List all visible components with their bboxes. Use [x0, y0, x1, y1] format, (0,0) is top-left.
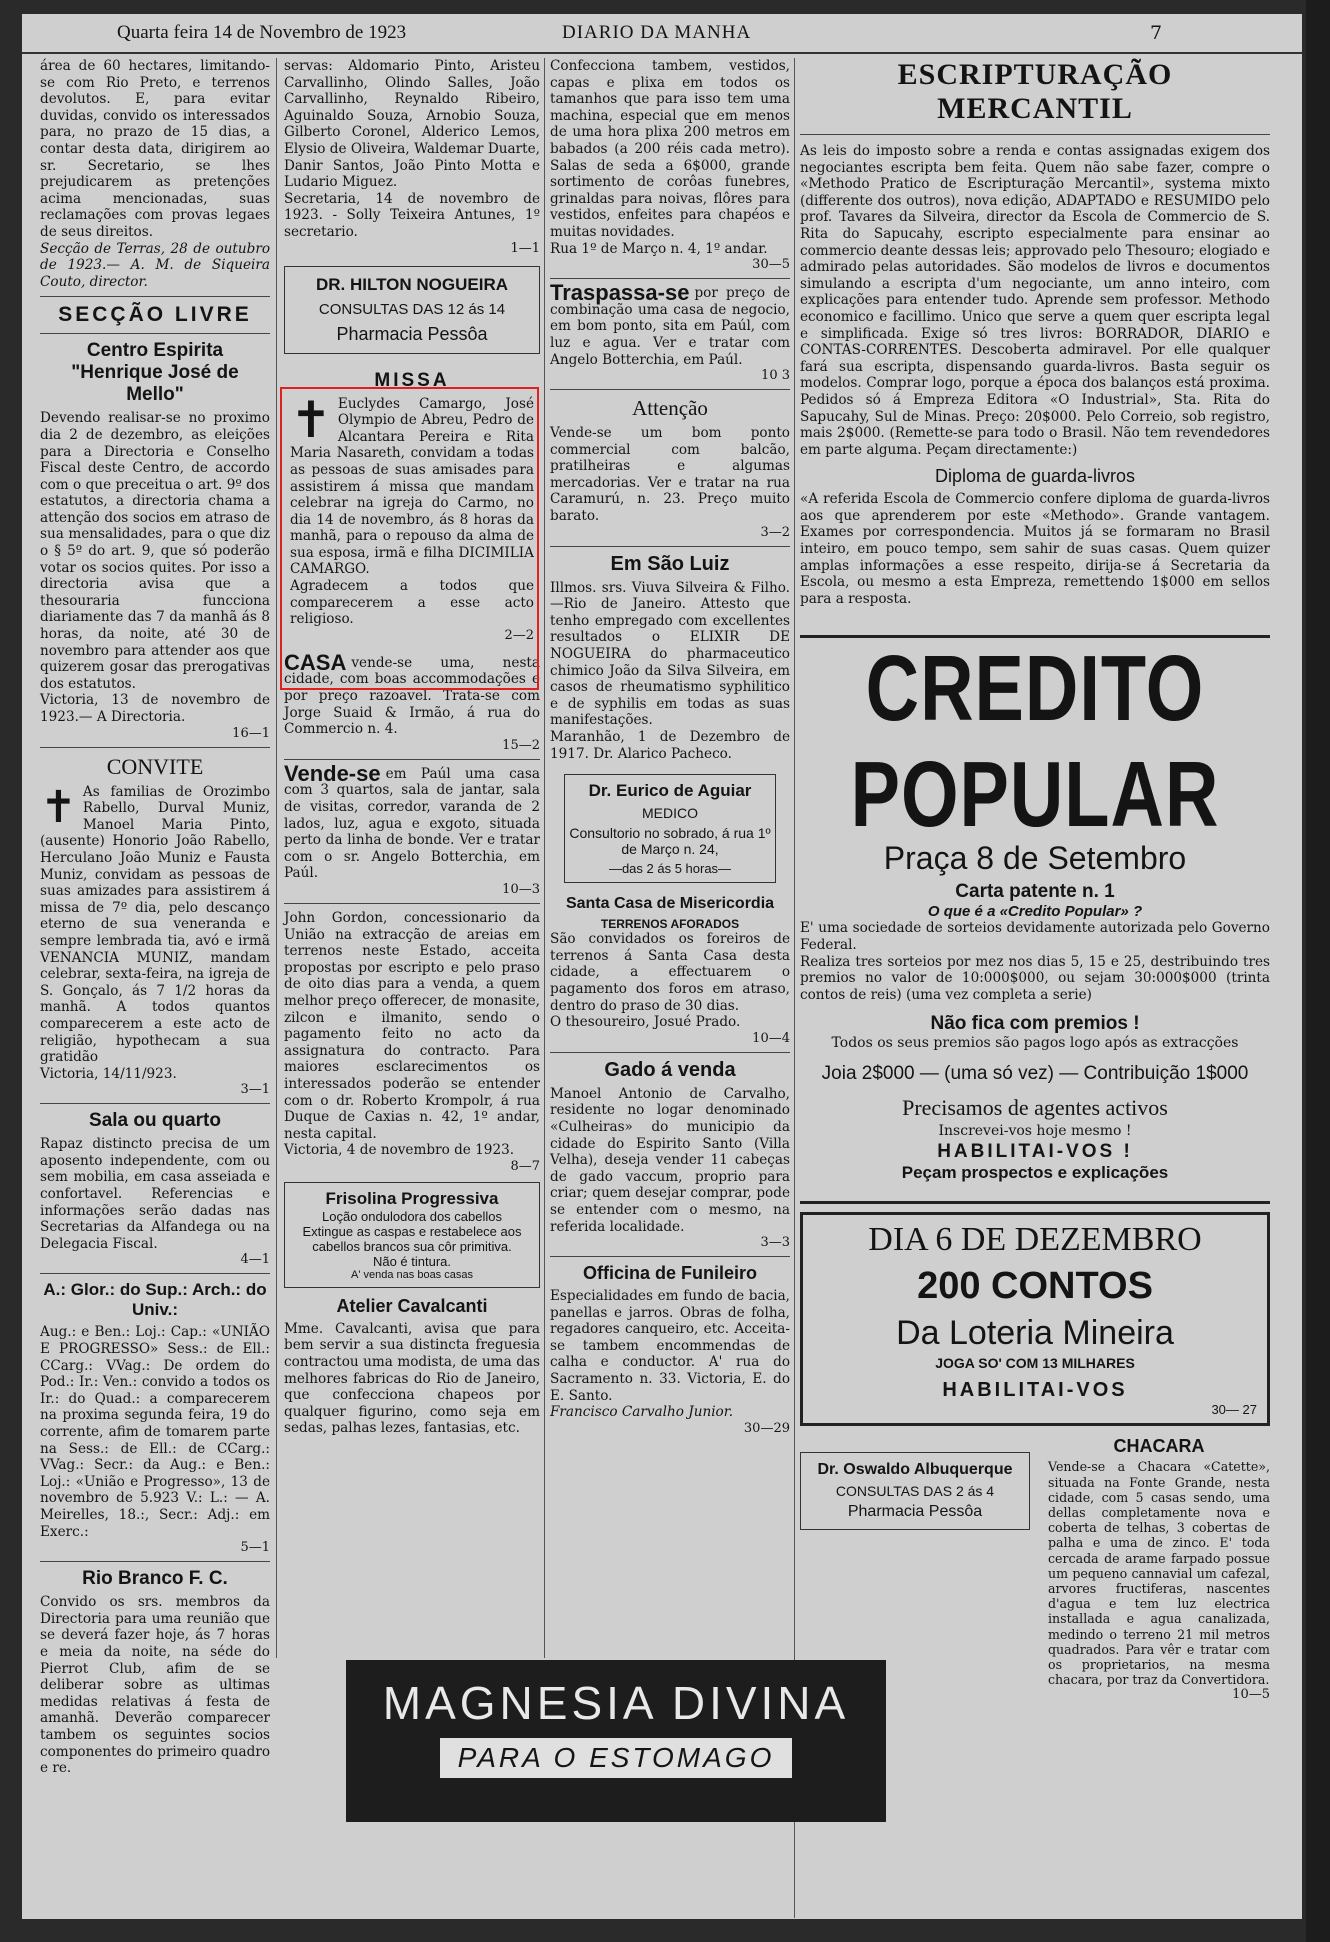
column-rule	[276, 58, 277, 1658]
magnesia-subtitle: PARA O ESTOMAGO	[440, 1738, 793, 1778]
convite-sign: Victoria, 14/11/923.	[40, 1065, 177, 1082]
praca-line: Praça 8 de Setembro	[883, 840, 1187, 877]
agentes-line: Precisamos de agentes activos	[902, 1095, 1168, 1121]
ad-number: 30—5	[752, 257, 790, 273]
confeccao-sign: Rua 1º de Março n. 4, 1º andar.	[550, 240, 768, 257]
doctor-role: MEDICO	[642, 805, 698, 822]
funileiro-title: Officina de Funileiro	[582, 1263, 757, 1284]
divider	[40, 1103, 270, 1104]
missa-thanks: Agradecem a todos que comparecerem a esse acto religioso.	[290, 578, 534, 628]
rio-branco-title: Rio Branco F. C.	[82, 1568, 228, 1590]
frisolina-line: Não é tintura.	[372, 1253, 452, 1269]
joia-line: Joia 2$000 — (uma só vez) — Contribuição 1$000	[821, 1063, 1249, 1085]
frisolina-line: A' venda nas boas casas	[351, 1268, 473, 1281]
gado-title: Gado á venda	[604, 1058, 736, 1081]
credito-line2: Realiza tres sorteios por mez nos dias 5, 15 e 25, destribuindo tres premios no valor de 10:000$000, ou sejam 30:000$000 (trinta contos de reis) (uma vez completa a serie)	[800, 953, 1270, 1003]
pagos-line: Todos os seus premios são pagos logo após as extracções	[831, 1035, 1239, 1052]
oswaldo-albuquerque-ad	[800, 1452, 1030, 1530]
escripturacao-text: As leis do imposto sobre a renda e contas assignadas exigem dos negociantes escripta bem feita. Quem não sabe fazer, compre o «Methodo Pratico de Escripturação Mercantil», systema mixto (differente dos outros), nova edição, ADAPTADO e RESUMIDO pelo prof. Tavares da Silveira, director da Escola de Commercio de S. Rita do Sapucahy, escripto especialmente para ensinar ao commercio deante dessas leis; approvado pelo Thesouro; elogiado e admirado pelas autoridades. São modelos de livros e documentos simulando a escripta d'um negociante, um anno inteiro, com explicações para entender tudo. Aprende sem professor. Methodo economico e facillimo. Unico que serve a quem quer escripta legal e simplificada. Exige só tres livros: BORRADOR, DIARIO e CONTAS-CORRENTES. Descoberta admiravel. Por elle qualquer fará sua escripta, dispensando guarda-livros. Basta seguir os modelos. Comprar logo, porque a época dos balanços está proxima. Pedidos só á Empreza Editora «O Industrial», Sta. Rita do Sapucahy, Sul de Minas. Preço: 20$000. Pelo Correio, sob registro, mais 2$000. (Remette-se para todo o Brasil. Não tem revendedores em parte alguma. Peçam directamente:)	[800, 143, 1270, 458]
divider	[550, 1052, 790, 1053]
frisolina-line: Extingue as caspas e restabelece aos cabellos brancos sua côr primitiva.	[302, 1223, 522, 1254]
issue-date: Quarta feira 14 de Novembro de 1923	[117, 22, 407, 43]
credito-line1: E' uma sociedade de sorteios devidamente autorizada pelo Governo Federal.	[800, 920, 1270, 954]
santa-casa-sign: O thesoureiro, Josué Prado.	[550, 1014, 741, 1031]
vende-se-text: em Paúl uma casa com 3 quartos, sala de jantar, sala de visitas, corredor, varanda de 2 lados, luz, agua e exgoto, situada perto da linha de bonde. Ver e tratar com o sr. Angelo Botterchia, em Paúl.	[284, 765, 540, 882]
ad-number: 10—5	[1232, 1687, 1270, 1703]
lottery-habilitai: HABILITAI-VOS	[942, 1379, 1128, 1402]
hilton-nogueira-ad	[284, 266, 540, 354]
traspassa-title: Traspassa-se	[550, 280, 690, 306]
divider	[550, 389, 790, 390]
centro-espirita-title: Centro Espirita "Henrique José de Mello"	[71, 340, 239, 406]
column-rule	[794, 58, 795, 1918]
ad-number: 15—2	[502, 737, 540, 753]
ad-number: 10—3	[502, 881, 540, 897]
ad-number: 10 3	[761, 368, 790, 384]
nao-fica-line: Não fica com premios !	[930, 1013, 1140, 1035]
scan-edge	[1306, 0, 1330, 1942]
column-3	[550, 58, 790, 1436]
newspaper-title: DIARIO DA MANHA	[562, 22, 752, 43]
seccao-livre-heading: SECÇÃO LIVRE	[58, 303, 252, 327]
terras-sign: Secção de Terras, 28 de outubro de 1923.— A. M. de Siqueira Couto, director.	[40, 240, 270, 290]
santa-casa-title: Santa Casa de Misericordia	[565, 895, 775, 913]
john-gordon-text: John Gordon, concessionario da União na extracção de areias em terrenos neste Estado, acceita propostas por escripto e pelo praso de oito dias para a venda, a quem melhor preço offerecer, de monasite, zilcon e ilmanito, sendo o pagamento feito no acto da assignatura do contracto. Para maiores esclarecimentos os interessados poderão se entender com o dr. Roberto Krompolr, á rua Duque de Caxias n. 42, 1º andar, nesta capital.	[284, 909, 540, 1142]
ad-number: 30— 27	[1211, 1402, 1257, 1418]
ad-number: 2—2	[504, 627, 534, 643]
credito-popular-title: CREDITO POPULAR	[850, 636, 1220, 847]
pharmacy-name: Pharmacia Pessôa	[336, 323, 488, 344]
lottery-sub: JOGA SO' COM 13 MILHARES	[935, 1355, 1135, 1372]
pecam-line: Peçam prospectos e explicações	[901, 1163, 1169, 1183]
missa-text: Euclydes Camargo, José Olympio de Abreu, Pedro de Alcantara Pereira e Rita Maria Nasareth, convidam a todas as pessoas de suas amisades para assistirem á missa que mandam celebrar na igreja do Carmo, no dia 14 de novembro, ás 8 horas da manhã, para o repouso da alma de sua esposa, irmã e filha DICIMILIA CAMARGO.	[290, 395, 534, 578]
terras-notice: área de 60 hectares, limitando-se com Rio Preto, e terrenos devolutos. E, para evitar duvidas, convido os interessados para, no prazo de 15 dias, a contar desta data, dirigirem ao sr. Secretario, se lhes prejudicarem as pretenções acima mencionadas, suas reclamações com provas legaes de seus direitos.	[40, 58, 270, 240]
sala-text: Rapaz distincto precisa de um aposento independente, com ou sem mobilia, em casa asseiada e confortavel. Referencias e informações serão dadas nas Secretarias da Alfandega ou na Delegacia Fiscal.	[40, 1136, 270, 1252]
glor-text: Aug.: e Ben.: Loj.: Cap.: «UNIÃO E PROGRESSO» Sess.: de Ell.: CCarg.: VVag.: De ordem do Pod.: Ir.: Ven.: convido a todos os Ir.: do Quad.: a comparecerem na proxima segunda feira, 19 do corrente, afim de tomarem parte na Sess.: de Ell.: de CCarg.: VVag.: Secr.: da Aug.: e Ben.: Loj.: «União e Progresso», 13 de novembro de 5.923 V.: L.: — A. Meirelles, 18.:, Secr.: Adj.: em Exerc.:	[40, 1324, 270, 1540]
funileiro-sign: Francisco Carvalho Junior.	[550, 1404, 734, 1421]
divider	[284, 903, 540, 904]
divider	[40, 333, 270, 334]
traspassa-text: por preço de combinação uma casa de negocio, em bom ponto, sita em Paúl, com luz e agua. Ver e tratar com Angelo Botterchia, em Paúl.	[550, 285, 790, 368]
centro-espirita-sign: Victoria, 13 de novembro de 1923.— A Directoria.	[40, 692, 270, 725]
divider	[800, 134, 1270, 135]
column-2	[284, 58, 540, 1437]
column-4	[800, 58, 1270, 1706]
consult-hours: —das 2 ás 5 horas—	[608, 861, 732, 877]
inscreva-line: Inscrevei-vos hoje mesmo !	[938, 1123, 1132, 1140]
consult-hours: CONSULTAS DAS 12 ás 14	[318, 300, 506, 318]
sala-title: Sala ou quarto	[89, 1110, 221, 1132]
sao-luiz-text: Illmos. srs. Viuva Silveira & Filho.—Rio de Janeiro. Attesto que tenho empregado com excellentes resultados o ELIXIR DE NOGUEIRA do pharmaceutico chimico João da Silva Silveira, em casos de rheumatismo syphilitico e de syphilis em todas as suas manifestações.	[550, 579, 790, 729]
divider	[40, 1273, 270, 1274]
page-header	[22, 14, 1302, 54]
ad-number: 8—7	[510, 1158, 540, 1174]
ad-number: 5—1	[240, 1540, 270, 1556]
divider	[40, 1561, 270, 1562]
vende-se-title: Vende-se	[284, 760, 381, 786]
santa-casa-text: São convidados os foreiros de terrenos á Santa Casa desta cidade, a effectuarem o pagamento dos foros em atraso, dentro do praso de 30 dias.	[550, 931, 790, 1014]
divider	[40, 296, 270, 297]
carta-patente: Carta patente n. 1	[955, 881, 1115, 903]
sao-luiz-title: Em São Luiz	[610, 552, 730, 575]
magnesia-divina-ad	[346, 1660, 886, 1822]
ad-number: 3—3	[760, 1235, 790, 1251]
ad-number: 3—2	[760, 524, 790, 540]
cross-icon: ✝	[40, 781, 77, 833]
attencao-text: Vende-se um bom ponto commercial com balcão, pratilheiras e algumas mercadorias. Ver e tratar na rua Caramurú, n. 23. Preço muito barato.	[550, 425, 790, 525]
frisolina-ad	[284, 1182, 540, 1288]
frisolina-title: Frisolina Progressiva	[325, 1188, 499, 1208]
magnesia-title: MAGNESIA DIVINA	[382, 1677, 850, 1729]
loteria-mineira-ad	[800, 1212, 1270, 1426]
chacara-title: CHACARA	[1113, 1436, 1205, 1457]
escripturacao-title: ESCRIPTURAÇÃO MERCANTIL	[897, 58, 1173, 125]
ad-number: 4—1	[240, 1252, 270, 1268]
divider	[550, 278, 790, 279]
john-gordon-sign: Victoria, 4 de novembro de 1923.	[284, 1142, 515, 1159]
santa-casa-subtitle: TERRENOS AFORADOS	[600, 917, 740, 932]
funileiro-text: Especialidades em fundo de bacia, panellas e jarros. Obras de folha, regadores canqueiro, etc. Acceita-se tambem encommendas de calha e conductor. A' rua do Sacramento n. 33. Victoria, E. do E. Santo.	[550, 1288, 790, 1404]
divider	[40, 747, 270, 748]
atelier-text: Mme. Cavalcanti, avisa que para bem servir a sua distincta freguesia contractou uma modista, de uma das melhores fabricas do Rio de Janeiro, que confecciona chapeos por qualquer figurino, como seja em sedas, palhas lezes, fantasias, etc.	[284, 1320, 540, 1437]
divider	[284, 759, 540, 760]
gado-text: Manoel Antonio de Carvalho, residente no logar denominado «Culheiras» do municipio da cidade do Espirito Santo (Villa Velha), deseja vender 11 cabeças de gado vaccum, proprio para criar; quem desejar comprar, pode se entender com o mesmo, na referida localidade.	[550, 1085, 790, 1235]
chacara-ad	[1048, 1436, 1270, 1702]
doctor-name: Dr. Oswaldo Albuquerque	[817, 1461, 1013, 1479]
casa-text: vende-se uma, nesta cidade, com boas accommodações e por preço razoavel. Trata-se com Jorge Suaid & Irmão, á rua do Commercio n. 4.	[284, 654, 540, 738]
sao-luiz-sign: Maranhão, 1 de Dezembro de 1917. Dr. Alarico Pacheco.	[550, 729, 790, 762]
ad-number: 3—1	[240, 1082, 270, 1098]
ad-number: 16—1	[232, 725, 270, 741]
column-rule	[544, 58, 545, 1658]
newspaper-page	[22, 14, 1302, 1919]
credito-question: O que é a «Credito Popular» ?	[927, 903, 1143, 921]
doctor-name: Dr. Eurico de Aguiar	[588, 781, 752, 801]
divider	[800, 1201, 1270, 1204]
rio-branco-text: Convido os srs. membros da Directoria para uma reunião que se deverá fazer hoje, ás 7 horas e meia da noite, na séde do Pierrot Club, afim de se deliberar sobre as ultimas medidas relativas á festa de amanhã. Deverão comparecer tambem os seguintes socios componentes do primeiro quadro e re.	[40, 1594, 270, 1777]
centro-espirita-text: Devendo realisar-se no proximo dia 2 de dezembro, as eleições para a Directoria e Conselho Fiscal deste Centro, de accordo com o que preceitua o art. 9º dos estatutos, a directoria chama a attenção dos socios em atraso de sua mensalidades, para o que diz o § 5º do art. 9, que só poderão votar os socios quites. Por isso a directoria avisa que a thesouraria funcciona diariamente das 7 da manhã ás 8 horas, da noite, até 30 de novembro para attender aos que quizerem gosar das prerogativas dos estatutos.	[40, 410, 270, 692]
confeccao-text: Confecciona tambem, vestidos, capas e plixa em todos os tamanhos que para isso tem uma machina, especial que em menos de uma hora plixa 200 metros em babados (a 200 réis cada metro). Salas de seda a 6$000, grande sortimento de corôas funebres, grinaldas para noivas, flôres para vestidos, enfeites para chapéos e muitas novidades.	[550, 58, 790, 240]
servas-sign: Secretaria, 14 de novembro de 1923. - Solly Teixeira Antunes, 1º secretario.	[284, 190, 540, 240]
consult-hours: CONSULTAS DAS 2 ás 4	[835, 1483, 995, 1500]
glor-title: A.: Glor.: do Sup.: Arch.: do Univ.:	[43, 1280, 267, 1320]
prize-amount: 200 CONTOS	[917, 1265, 1153, 1308]
casa-title: CASA	[284, 649, 347, 675]
diploma-title: Diploma de guarda-livros	[934, 466, 1136, 487]
divider	[550, 1256, 790, 1257]
servas-text: servas: Aldomario Pinto, Aristeu Carvallinho, Olindo Salles, João Carvallinho, Reynaldo Ribeiro, Aguinaldo Souza, Arnobio Souza, Gilberto Coronel, Alderico Lemos, Elysio de Oliveira, Waldemar Duarte, Danir Santos, João Pinto Motta e Ludario Miguez.	[284, 58, 540, 191]
chacara-text: Vende-se a Chacara «Catette», situada na Fonte Grande, nesta cidade, com 5 casas sendo, uma dellas completamente nova e coberta de telhas, 3 cobertas de palha e uma de zinco. E' toda cercada de arame farpado possue um pequeno cannavial um cafezal, arvores fructiferas, nascentes d'agua e tem luz electrica installada e agua canalizada, medindo o terreno 21 mil metros quadrados. Para vêr e tratar com os proprietarios, na mesma chacara, por traz da Convertidora.	[1048, 1459, 1270, 1688]
pharmacy-name: Pharmacia Pessôa	[847, 1503, 983, 1521]
cross-icon: ✝	[290, 390, 332, 449]
lottery-name: Da Loteria Mineira	[896, 1314, 1174, 1353]
divider	[550, 546, 790, 547]
attencao-title: Attenção	[632, 396, 708, 421]
doctor-name: DR. HILTON NOGUEIRA	[315, 274, 509, 294]
column-1	[40, 58, 270, 1777]
atelier-title: Atelier Cavalcanti	[336, 1295, 488, 1316]
ad-number: 1—1	[510, 240, 540, 256]
convite-title: CONVITE	[106, 753, 204, 779]
office-address: Consultorio no sobrado, á rua 1º de Março n. 24,	[569, 825, 771, 858]
highlight-box	[280, 387, 539, 690]
eurico-aguiar-ad	[564, 774, 776, 883]
draw-date: DIA 6 DE DEZEMBRO	[868, 1221, 1202, 1259]
ad-number: 30—29	[743, 1420, 790, 1436]
missa-title: MISSA	[374, 369, 450, 391]
page-number: 7	[1150, 22, 1163, 44]
diploma-text: «A referida Escola de Commercio confere diploma de guarda-livros aos que aprenderem por este «Methodo». Grande vantagem. Exames por correspondencia. Muitos já se formaram no Brasil inteiro, em pouco tempo, sem sahir de suas casas. Quem quizer amplas informações a esse respeito, dirija-se á Secretaria da Escola, ou mesmo a esta Empreza, remettendo 1$000 em sellos para a resposta.	[800, 491, 1270, 607]
convite-text: As familias de Orozimbo Rabello, Durval Muniz, Manoel Maria Pinto, (ausente) Honorio João Rabello, Herculano João Muniz e Fausta Muniz, convidam as pessoas de suas amizades para assistirem á missa de 7º dia, pelo descanço eterno de sua veneranda e sempre lembrada tia, avó e irmã VENANCIA MUNIZ, mandam celebrar, sexta-feira, na igreja de S. Gonçalo, ás 7 1/2 horas da manhã. A todos quantos comparecerem a este acto de religião, hypothecam a sua gratidão	[40, 783, 270, 1066]
ad-number: 10—4	[752, 1030, 790, 1046]
frisolina-line: Loção ondulodora dos cabellos	[322, 1208, 502, 1224]
habilitai-line: HABILITAI-VOS !	[937, 1141, 1133, 1163]
